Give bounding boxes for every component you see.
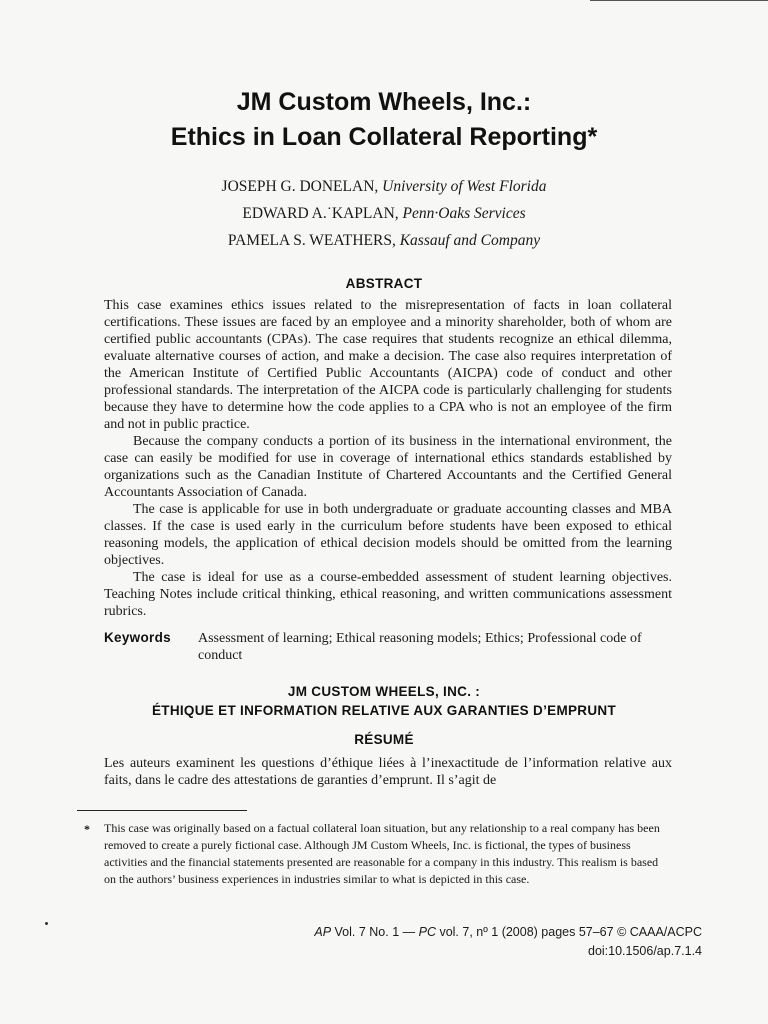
keywords-label: Keywords [104,630,171,645]
author-1-name: JOSEPH G. DONELAN, [221,178,379,195]
author-3-name: PAMELA S. WEATHERS, [227,232,396,249]
abstract-paragraph-2: Because the company conducts a portion of its business in the international environment, the case can easily be modified for use in coverage of international ethics standards established by organizations such as the Canadian Institute of Chartered Accountants and the Certified General Accountants Association of Canada. [104,434,672,500]
abstract-heading: ABSTRACT [345,276,423,291]
resume-text: Les auteurs examinent les questions d’éthique liées à l’inexactitude de l’information relative aux faits, dans le cadre des attestations de garanties d’emprunt. Il s’agit de [104,756,672,788]
abstract-body [104,297,672,620]
title-line-2: Ethics in Loan Collateral Reporting* [170,123,598,151]
author-2 [0,205,768,223]
author-2-name: EDWARD A.˙KAPLAN, [242,205,399,222]
french-title-line-1: JM CUSTOM WHEELS, INC. : [287,684,481,699]
journal-citation [314,925,702,939]
footnote-mark: * [84,822,90,836]
resume-body [104,755,672,789]
citation-ap-volume: Vol. 7 No. 1 — [331,925,419,939]
resume-heading: RÉSUMÉ [354,732,414,747]
abstract-paragraph-3: The case is applicable for use in both undergraduate or graduate accounting classes and MBA classes. If the case is used early in the curriculum before students have been exposed to ethical reasoning models, the application of ethical decision models should be omitted from the learning objectives. [104,502,672,568]
footnote-rule [77,810,247,811]
abstract-paragraph-4: The case is ideal for use as a course-embedded assessment of student learning objectives. Teaching Notes include critical thinking, ethical reasoning, and written communications assessment rubrics. [104,570,672,619]
author-3-affiliation: Kassauf and Company [399,232,541,249]
author-2-affiliation: Penn·Oaks Services [402,205,526,222]
author-3 [0,232,768,250]
citation-pc: PC [418,925,436,939]
abstract-paragraph-1: This case examines ethics issues related to the misrepresentation of facts in loan collateral certifications. These issues are faced by an employee and a minority shareholder, both of whom are certified public accountants (CPAs). The case requires that students recognize an ethical dilemma, evaluate alternative courses of action, and make a decision. The case also requires interpretation of the American Institute of Certified Public Accountants (AICPA) code of conduct and other professional standards. The interpretation of the AICPA code is particularly challenging for students because they have to determine how the code applies to a CPA who is not an employee of the firm and not in public practice. [104,298,672,432]
author-1-affiliation: University of West Florida [382,178,547,195]
french-title-line-2: ÉTHIQUE ET INFORMATION RELATIVE AUX GARANTIES D’EMPRUNT [151,703,616,718]
scan-edge-line [590,0,768,1]
scan-speck [45,922,48,925]
author-1 [0,178,768,196]
citation-pc-volume: vol. 7, nº 1 (2008) pages 57–67 © CAAA/ACPC [435,925,702,939]
title-line-1: JM Custom Wheels, Inc.: [236,88,532,116]
doi: doi:10.1506/ap.7.1.4 [588,944,702,958]
footnote-text: This case was originally based on a factual collateral loan situation, but any relationship to a real company has been removed to create a purely fictional case. Although JM Custom Wheels, Inc. is fictional, the types of business activities and the financial statements presented are reasonable for a company in this industry. This realism is based on the authors’ business experiences in industries similar to what is depicted in this case. [104,821,660,886]
keywords-text: Assessment of learning; Ethical reasoning models; Ethics; Professional code of conduct [198,631,642,663]
citation-ap: AP [314,925,332,939]
